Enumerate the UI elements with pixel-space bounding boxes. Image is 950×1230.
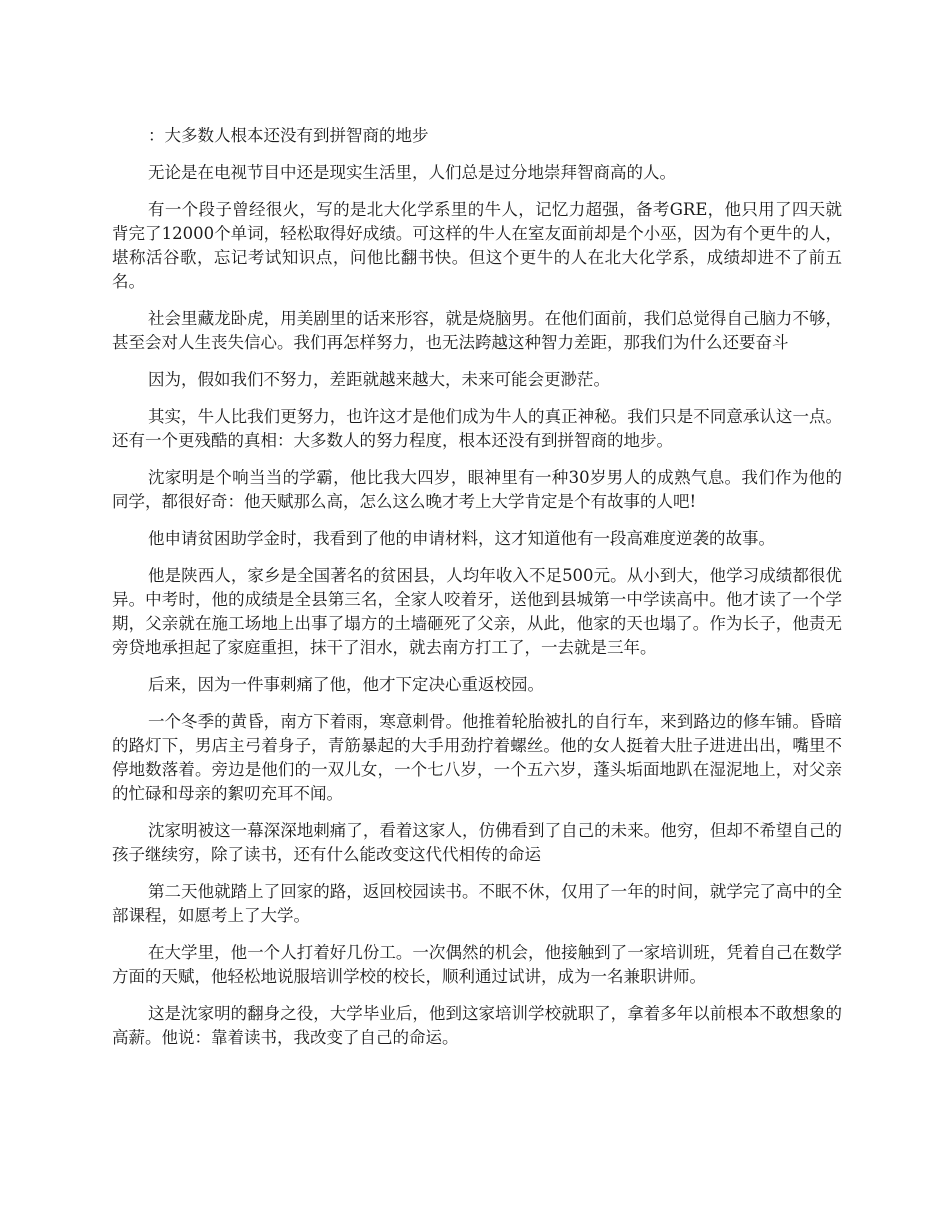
paragraph-realization: 沈家明被这一幕深深地刺痛了，看着这家人，仿佛看到了自己的未来。他穷，但却不希望自己的孩子继续穷，除了读书，还有什么能改变这代代相传的命运 bbox=[112, 821, 842, 864]
paragraph-repair-shop: 一个冬季的黄昏，南方下着雨，寒意刺骨。他推着轮胎被扎的自行车，来到路边的修车铺。昏暗的路灯下，男店主弓着身子，青筋暴起的大手用劲拧着螺丝。他的女人挺着大肚子进进出出，嘴里不停地数落着。旁边是他们的一双儿女，一个七八岁，一个五六岁，蓬头垢面地趴在湿泥地上，对父亲的忙碌和母亲的絮叨充耳不闻。 bbox=[112, 712, 842, 803]
paragraph-why-strive: 因为，假如我们不努力，差距就越来越大，未来可能会更渺茫。 bbox=[148, 370, 610, 389]
paragraph-turning-point: 后来，因为一件事刺痛了他，他才下定决心重返校园。 bbox=[148, 675, 544, 694]
paragraph-university: 在大学里，他一个人打着好几份工。一次偶然的机会，他接触到了一家培训班，凭着自己在数学方面的天赋，他轻松地说服培训学校的校长，顺利通过试讲，成为一名兼职讲师。 bbox=[112, 943, 842, 986]
paragraph-conclusion: 这是沈家明的翻身之役，大学毕业后，他到这家培训学校就职了，拿着多年以前根本不敢想象的高薪。他说：靠着读书，我改变了自己的命运。 bbox=[112, 1004, 842, 1047]
paragraph-intro: 无论是在电视节目中还是现实生活里，人们总是过分地崇拜智商高的人。 bbox=[148, 163, 676, 182]
paragraph-grant-application: 他申请贫困助学金时，我看到了他的申请材料，这才知道他有一段高难度逆袭的故事。 bbox=[148, 529, 775, 548]
document-title: ：大多数人根本还没有到拼智商的地步 bbox=[148, 126, 429, 145]
paragraph-return-to-school: 第二天他就踏上了回家的路，返回校园读书。不眠不休，仅用了一年的时间，就学完了高中的全部课程，如愿考上了大学。 bbox=[112, 882, 842, 925]
paragraph-peking-anecdote: 有一个段子曾经很火，写的是北大化学系里的牛人，记忆力超强，备考GRE，他只用了四天就背完了12000个单词，轻松取得好成绩。可这样的牛人在室友面前却是个小巫，因为有个更牛的人，堪称活谷歌，忘记考试知识点，问他比翻书快。但这个更牛的人在北大化学系，成绩却进不了前五名。 bbox=[112, 200, 842, 291]
document-page bbox=[112, 124, 842, 1063]
paragraph-shen-jiaming-intro: 沈家明是个响当当的学霸，他比我大四岁，眼神里有一种30岁男人的成熟气息。我们作为他的同学，都很好奇：他天赋那么高，怎么这么晚才考上大学肯定是个有故事的人吧! bbox=[112, 468, 842, 511]
paragraph-background: 他是陕西人，家乡是全国著名的贫困县，人均年收入不足500元。从小到大，他学习成绩都很优异。中考时，他的成绩是全县第三名，全家人咬着牙，送他到县城第一中学读高中。他才读了一个学期，父亲就在施工场地上出事了塌方的土墙砸死了父亲，从此，他家的天也塌了。作为长子，他责无旁贷地承担起了家庭重担，抹干了泪水，就去南方打工了，一去就是三年。 bbox=[112, 566, 842, 657]
paragraph-harsh-truth: 其实，牛人比我们更努力，也许这才是他们成为牛人的真正神秘。我们只是不同意承认这一点。还有一个更残酷的真相：大多数人的努力程度，根本还没有到拼智商的地步。 bbox=[112, 407, 842, 450]
paragraph-hidden-talent: 社会里藏龙卧虎，用美剧里的话来形容，就是烧脑男。在他们面前，我们总觉得自己脑力不够，甚至会对人生丧失信心。我们再怎样努力，也无法跨越这种智力差距，那我们为什么还要奋斗 bbox=[112, 309, 842, 352]
